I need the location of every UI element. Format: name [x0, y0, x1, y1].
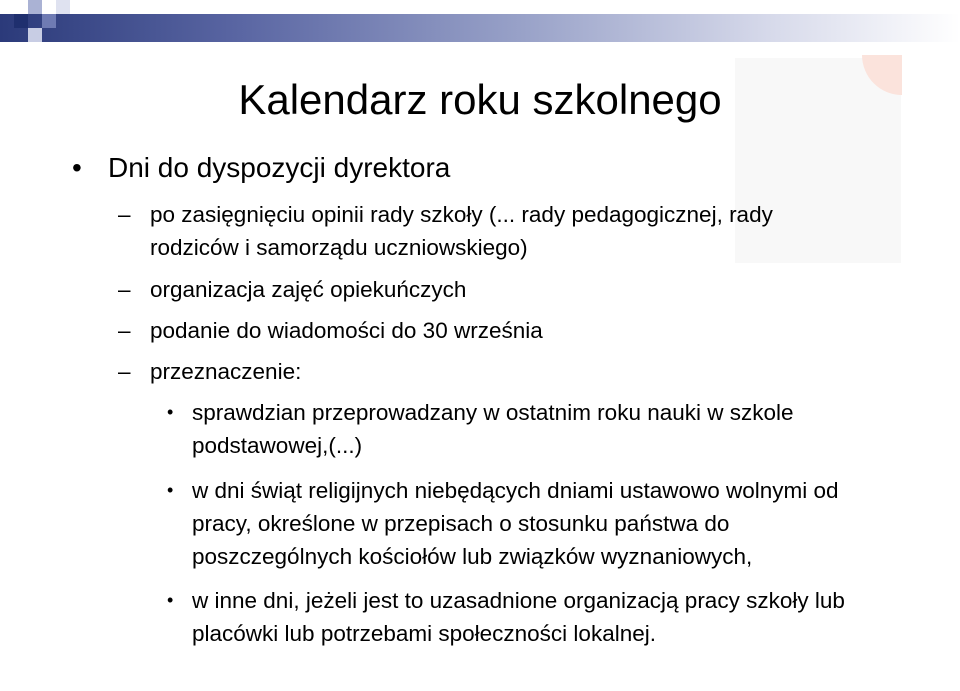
sub-item-1-line-2: rodziców i samorządu uczniowskiego)	[150, 235, 528, 260]
sub-sub-item-2-line-2: pracy, określone w przepisach o stosunku państwa do	[192, 511, 730, 536]
bullet-symbol: •	[72, 152, 82, 183]
sub-sub-item-2-line-1: w dni świąt religijnych niebędących dniami ustawowo wolnymi od	[192, 478, 839, 503]
sub-sub-item-1-line-1: sprawdzian przeprowadzany w ostatnim roku nauki w szkole	[192, 400, 794, 425]
sub-item-1-line-1: po zasięgnięciu opinii rady szkoły (... rady pedagogicznej, rady	[150, 202, 773, 227]
sub-sub-item-3-line-1: w inne dni, jeżeli jest to uzasadnione organizacją pracy szkoły lub	[192, 588, 845, 613]
sub-sub-item-2-line-3: poszczególnych kościołów lub związków wyznaniowych,	[192, 544, 753, 569]
sub-sub-item-1-line-2: podstawowej,(...)	[192, 433, 363, 458]
sub-sub-item-3	[192, 584, 892, 650]
header-gradient-band	[0, 14, 960, 42]
corner-square-soft	[56, 0, 70, 14]
slide-title: Kalendarz roku szkolnego	[238, 76, 722, 123]
main-bullet-text: Dni do dyspozycji dyrektora	[108, 152, 451, 183]
small-bullet-symbol: •	[167, 480, 174, 500]
sub-item-3: podanie do wiadomości do 30 września	[150, 318, 543, 343]
sub-item-1	[150, 198, 850, 264]
sub-sub-item-1	[192, 396, 892, 462]
sub-item-2: organizacja zajęć opiekuńczych	[150, 277, 467, 302]
small-bullet-symbol: •	[167, 402, 174, 422]
dash-symbol: –	[118, 202, 131, 227]
sub-item-4: przeznaczenie:	[150, 359, 302, 384]
sub-sub-item-2	[192, 474, 892, 573]
corner-square-mid	[42, 14, 56, 28]
corner-square-light	[28, 0, 42, 14]
small-bullet-symbol: •	[167, 590, 174, 610]
corner-square-pale	[28, 28, 42, 42]
corner-square-dark	[14, 14, 28, 28]
dash-symbol: –	[118, 277, 131, 302]
dash-symbol: –	[118, 318, 131, 343]
dash-symbol: –	[118, 359, 131, 384]
sub-sub-item-3-line-2: placówki lub potrzebami społeczności lokalnej.	[192, 621, 656, 646]
